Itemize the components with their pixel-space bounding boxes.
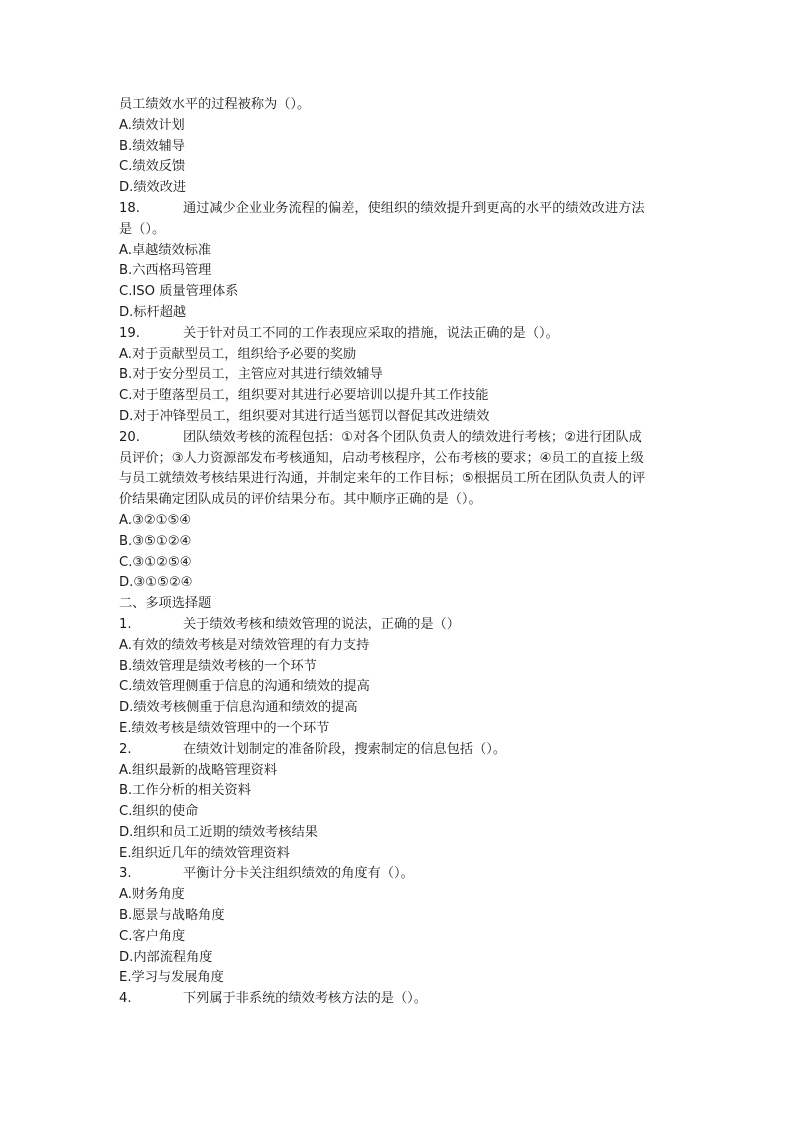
question-20-line4: 价结果确定团队成员的评价结果分布。其中顺序正确的是（）。 (119, 492, 482, 508)
question-number: 19. (119, 325, 140, 341)
q20-option-c: C.③①②⑤④ (119, 554, 192, 570)
question-number: 20. (119, 429, 140, 445)
multi-question-3 (119, 864, 679, 885)
m2-option-c: C.组织的使命 (119, 804, 199, 820)
multi-question-2 (119, 740, 679, 761)
m2-option-e: E.组织近几年的绩效管理资料 (119, 845, 290, 861)
question-number: 18. (119, 200, 140, 216)
q17-option-c: C.绩效反馈 (119, 159, 186, 175)
m1-option-d: D.绩效考核侧重于信息沟通和绩效的提高 (119, 700, 358, 716)
m3-option-c: C.客户角度 (119, 928, 186, 944)
q18-option-c: C.ISO 质量管理体系 (119, 284, 239, 300)
section-title: 二、多项选择题 (119, 596, 212, 612)
question-text: 关于针对员工不同的工作表现应采取的措施，说法正确的是（）。 (183, 325, 559, 341)
m3-option-e: E.学习与发展角度 (119, 970, 224, 986)
question-number: 3. (119, 866, 132, 882)
m3-option-a: A.财务角度 (119, 887, 185, 903)
question-number: 1. (119, 616, 132, 632)
question-text: 团队绩效考核的流程包括：①对各个团队负责人的绩效进行考核；②进行团队成 (183, 429, 642, 445)
q18-option-b: B.六西格玛管理 (119, 263, 212, 279)
question-20-line2: 员评价；③人力资源部发布考核通知，启动考核程序，公布考核的要求；④员工的直接上级 (119, 450, 644, 466)
q18-option-d: D.标杆超越 (119, 304, 187, 320)
q17-option-b: B.绩效辅导 (119, 138, 185, 154)
question-18 (119, 199, 679, 220)
question-text: 通过减少企业业务流程的偏差，使组织的绩效提升到更高的水平的绩效改进方法 (183, 200, 645, 216)
question-text: 平衡计分卡关注组织绩效的角度有（）。 (183, 866, 414, 882)
m1-option-a: A.有效的绩效考核是对绩效管理的有力支持 (119, 637, 370, 653)
question-number: 4. (119, 991, 132, 1007)
m3-option-d: D.内部流程角度 (119, 949, 213, 965)
q19-option-c: C.对于堕落型员工，组织要对其进行必要培训以提升其工作技能 (119, 388, 489, 404)
question-18-continued: 是（）。 (119, 221, 166, 237)
question-number: 2. (119, 741, 132, 757)
q20-option-a: A.③②①⑤④ (119, 512, 192, 528)
q19-option-a: A.对于贡献型员工，组织给予必要的奖励 (119, 346, 357, 362)
multi-question-1 (119, 615, 679, 636)
q19-option-b: B.对于安分型员工，主管应对其进行绩效辅导 (119, 367, 383, 383)
q20-option-b: B.③⑤①②④ (119, 533, 192, 549)
question-17-stem-tail: 员工绩效水平的过程被称为（）。 (119, 97, 311, 112)
q17-option-d: D.绩效改进 (119, 180, 187, 196)
m3-option-b: B.愿景与战略角度 (119, 908, 225, 924)
m1-option-b: B.绩效管理是绩效考核的一个环节 (119, 658, 317, 674)
multi-question-4 (119, 989, 679, 1010)
q19-option-d: D.对于冲锋型员工，组织要对其进行适当惩罚以督促其改进绩效 (119, 408, 490, 424)
m2-option-d: D.组织和员工近期的绩效考核结果 (119, 824, 318, 840)
m1-option-c: C.绩效管理侧重于信息的沟通和绩效的提高 (119, 679, 370, 695)
question-text: 在绩效计划制定的准备阶段，搜索制定的信息包括（）。 (183, 741, 507, 757)
document-page (119, 95, 679, 1010)
question-text: 下列属于非系统的绩效考核方法的是（）。 (183, 991, 427, 1007)
question-19 (119, 324, 679, 345)
m2-option-a: A.组织最新的战略管理资料 (119, 762, 278, 778)
question-20-line3: 与员工就绩效考核结果进行沟通，并制定来年的工作目标；⑤根据员工所在团队负责人的评 (119, 471, 646, 487)
question-text: 关于绩效考核和绩效管理的说法，正确的是（） (183, 616, 460, 632)
m1-option-e: E.绩效考核是绩效管理中的一个环节 (119, 720, 330, 736)
q17-option-a: A.绩效计划 (119, 117, 185, 133)
q18-option-a: A.卓越绩效标准 (119, 242, 212, 258)
q20-option-d: D.③①⑤②④ (119, 575, 193, 591)
m2-option-b: B.工作分析的相关资料 (119, 783, 251, 799)
question-20 (119, 428, 679, 449)
